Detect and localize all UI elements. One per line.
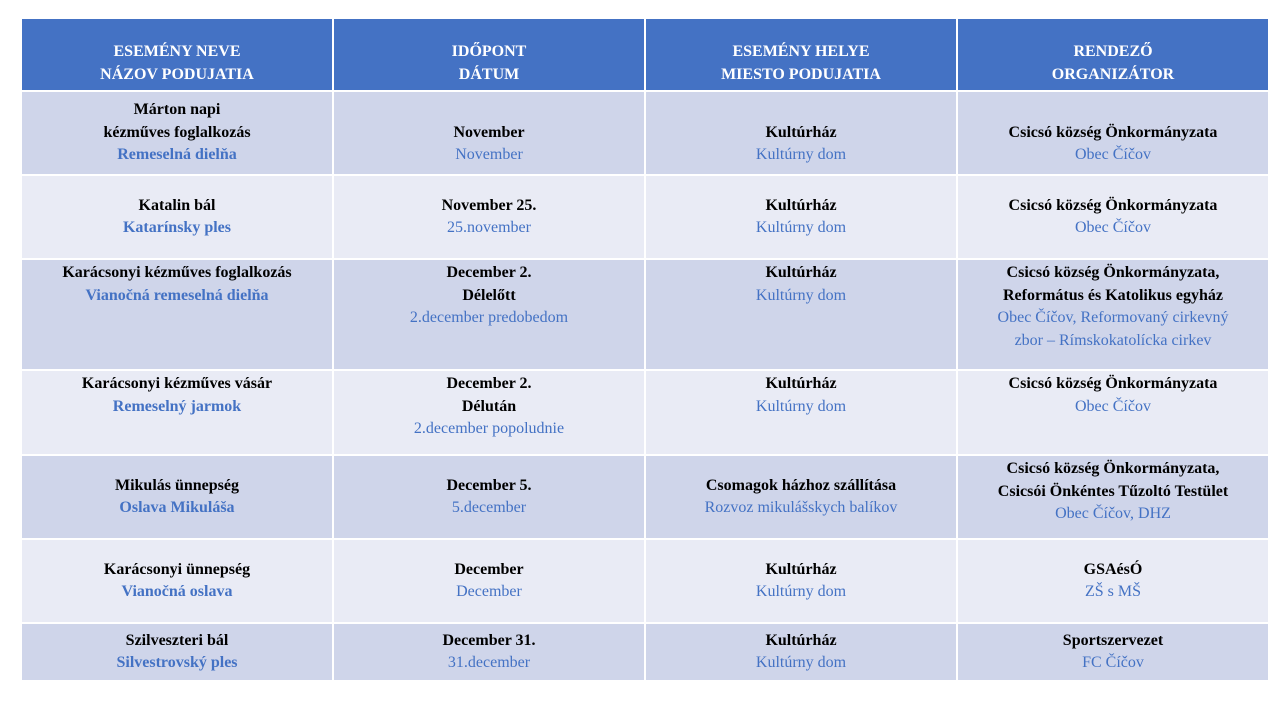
date-cell: December 5. 5.december [333, 455, 645, 539]
place-cell: Kultúrház Kultúrny dom [645, 91, 957, 175]
table-row [21, 370, 1269, 455]
place-cell: Kultúrház Kultúrny dom [645, 259, 957, 370]
organizer-cell: Csicsó község Önkormányzata, Csicsói Önkéntes Tűzoltó Testület Obec Číčov, DHZ [957, 455, 1269, 539]
place-cell: Csomagok házhoz szállítása Rozvoz mikulášskych balíkov [645, 455, 957, 539]
header-event-name: ESEMÉNY NEVE NÁZOV PODUJATIA [21, 18, 333, 91]
date-cell: December 2. Délelőtt 2.december predobedom [333, 259, 645, 370]
event-name-cell: Karácsonyi kézműves vásár Remeselný jarmok [21, 370, 333, 455]
header-place: ESEMÉNY HELYE MIESTO PODUJATIA [645, 18, 957, 91]
table-row [21, 623, 1269, 681]
header-date: IDŐPONT DÁTUM [333, 18, 645, 91]
place-cell: Kultúrház Kultúrny dom [645, 539, 957, 623]
organizer-cell: Csicsó község Önkormányzata, Református és Katolikus egyház Obec Číčov, Reformovaný cirkevný zbor – Rímskokatolícka cirkev [957, 259, 1269, 370]
organizer-cell: Csicsó község Önkormányzata Obec Číčov [957, 175, 1269, 259]
organizer-cell: Sportszervezet FC Číčov [957, 623, 1269, 681]
events-table [20, 17, 1270, 682]
table-row [21, 539, 1269, 623]
date-cell: December 2. Délután 2.december popoludnie [333, 370, 645, 455]
place-cell: Kultúrház Kultúrny dom [645, 370, 957, 455]
event-name-cell: Márton napi kézműves foglalkozás Remeselná dielňa [21, 91, 333, 175]
organizer-cell: Csicsó község Önkormányzata Obec Číčov [957, 91, 1269, 175]
date-cell: November November [333, 91, 645, 175]
event-name-cell: Karácsonyi ünnepség Vianočná oslava [21, 539, 333, 623]
place-cell: Kultúrház Kultúrny dom [645, 175, 957, 259]
date-cell: November 25. 25.november [333, 175, 645, 259]
event-name-cell: Karácsonyi kézműves foglalkozás Vianočná remeselná dielňa [21, 259, 333, 370]
organizer-cell: GSAésÓ ZŠ s MŠ [957, 539, 1269, 623]
table-row [21, 455, 1269, 539]
table-row [21, 175, 1269, 259]
event-name-cell: Szilveszteri bál Silvestrovský ples [21, 623, 333, 681]
date-cell: December 31. 31.december [333, 623, 645, 681]
date-cell: December December [333, 539, 645, 623]
event-name-cell: Katalin bál Katarínsky ples [21, 175, 333, 259]
table-row [21, 259, 1269, 370]
table-row [21, 91, 1269, 175]
organizer-cell: Csicsó község Önkormányzata Obec Číčov [957, 370, 1269, 455]
header-organizer: RENDEZŐ ORGANIZÁTOR [957, 18, 1269, 91]
event-name-cell: Mikulás ünnepség Oslava Mikuláša [21, 455, 333, 539]
table-header-row [21, 18, 1269, 91]
place-cell: Kultúrház Kultúrny dom [645, 623, 957, 681]
